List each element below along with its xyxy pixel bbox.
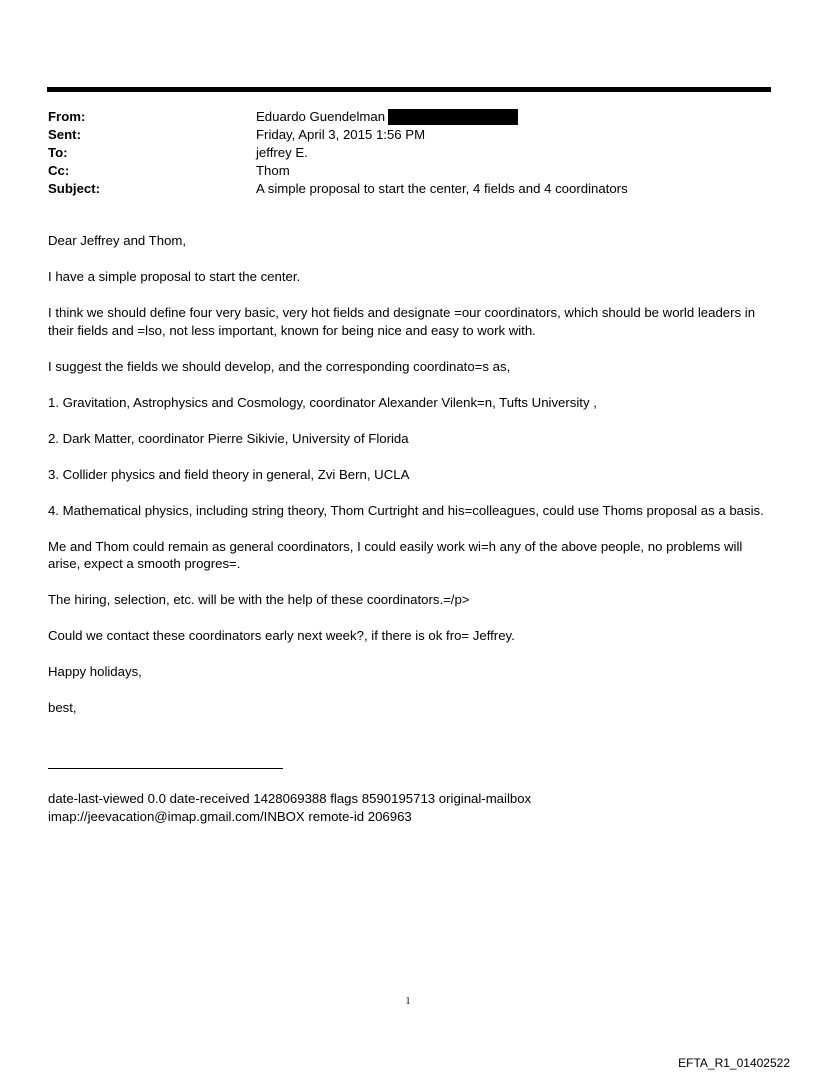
signature-divider — [48, 768, 283, 769]
body-paragraph: The hiring, selection, etc. will be with the help of these coordinators.=/p> — [48, 592, 470, 607]
subject-value: A simple proposal to start the center, 4 fields and 4 coordinators — [256, 181, 628, 196]
body-paragraph: I suggest the fields we should develop, and the corresponding coordinato=s as, — [48, 358, 511, 374]
metadata-line-2: imap://jeevacation@imap.gmail.com/INBOX remote-id 206963 — [48, 808, 412, 824]
cc-value: Thom — [256, 163, 290, 178]
message-metadata — [48, 790, 770, 825]
page-number: 1 — [405, 996, 411, 1007]
document-id: EFTA_R1_01402522 — [678, 1056, 790, 1070]
to-value: jeffrey E. — [256, 145, 308, 160]
to-row — [48, 144, 768, 162]
cc-label: Cc: — [48, 163, 70, 178]
email-body — [48, 232, 770, 735]
body-paragraph: Could we contact these coordinators early next week?, if there is ok fro= Jeffrey. — [48, 628, 515, 643]
header-rule — [47, 87, 771, 92]
sent-value: Friday, April 3, 2015 1:56 PM — [256, 127, 426, 142]
to-label: To: — [48, 145, 68, 160]
sent-label: Sent: — [48, 127, 81, 142]
from-name: Eduardo Guendelman — [256, 109, 386, 124]
body-paragraph: 4. Mathematical physics, including string theory, Thom Curtright and his=colleagues, could use Thoms proposal as a basis. — [48, 502, 764, 518]
from-label: From: — [48, 109, 86, 124]
metadata-line-1: date-last-viewed 0.0 date-received 1428069388 flags 8590195713 original-mailbox — [48, 791, 532, 806]
sent-row — [48, 126, 768, 144]
body-paragraph: I think we should define four very basic, very hot fields and designate =our coordinators, which should be world leaders in their fields and =lso, not less important, known for being nice and easy to work with. — [48, 305, 756, 338]
body-paragraph: best, — [48, 700, 77, 715]
subject-label: Subject: — [48, 181, 101, 196]
body-paragraph: Me and Thom could remain as general coordinators, I could easily work wi=h any of the above people, no problems will arise, expect a smooth progres=. — [48, 538, 743, 571]
body-paragraph: 1. Gravitation, Astrophysics and Cosmology, coordinator Alexander Vilenk=n, Tufts University , — [48, 394, 597, 410]
body-paragraph: Dear Jeffrey and Thom, — [48, 233, 187, 248]
from-row — [48, 108, 768, 126]
subject-row — [48, 180, 768, 198]
body-paragraph: I have a simple proposal to start the center. — [48, 269, 301, 284]
body-paragraph: 3. Collider physics and field theory in general, Zvi Bern, UCLA — [48, 466, 410, 482]
cc-row — [48, 162, 768, 180]
body-paragraph: Happy holidays, — [48, 664, 142, 679]
email-header — [48, 108, 768, 198]
body-paragraph: 2. Dark Matter, coordinator Pierre Sikivie, University of Florida — [48, 430, 409, 446]
redaction-box — [388, 109, 518, 125]
from-value — [256, 108, 768, 126]
